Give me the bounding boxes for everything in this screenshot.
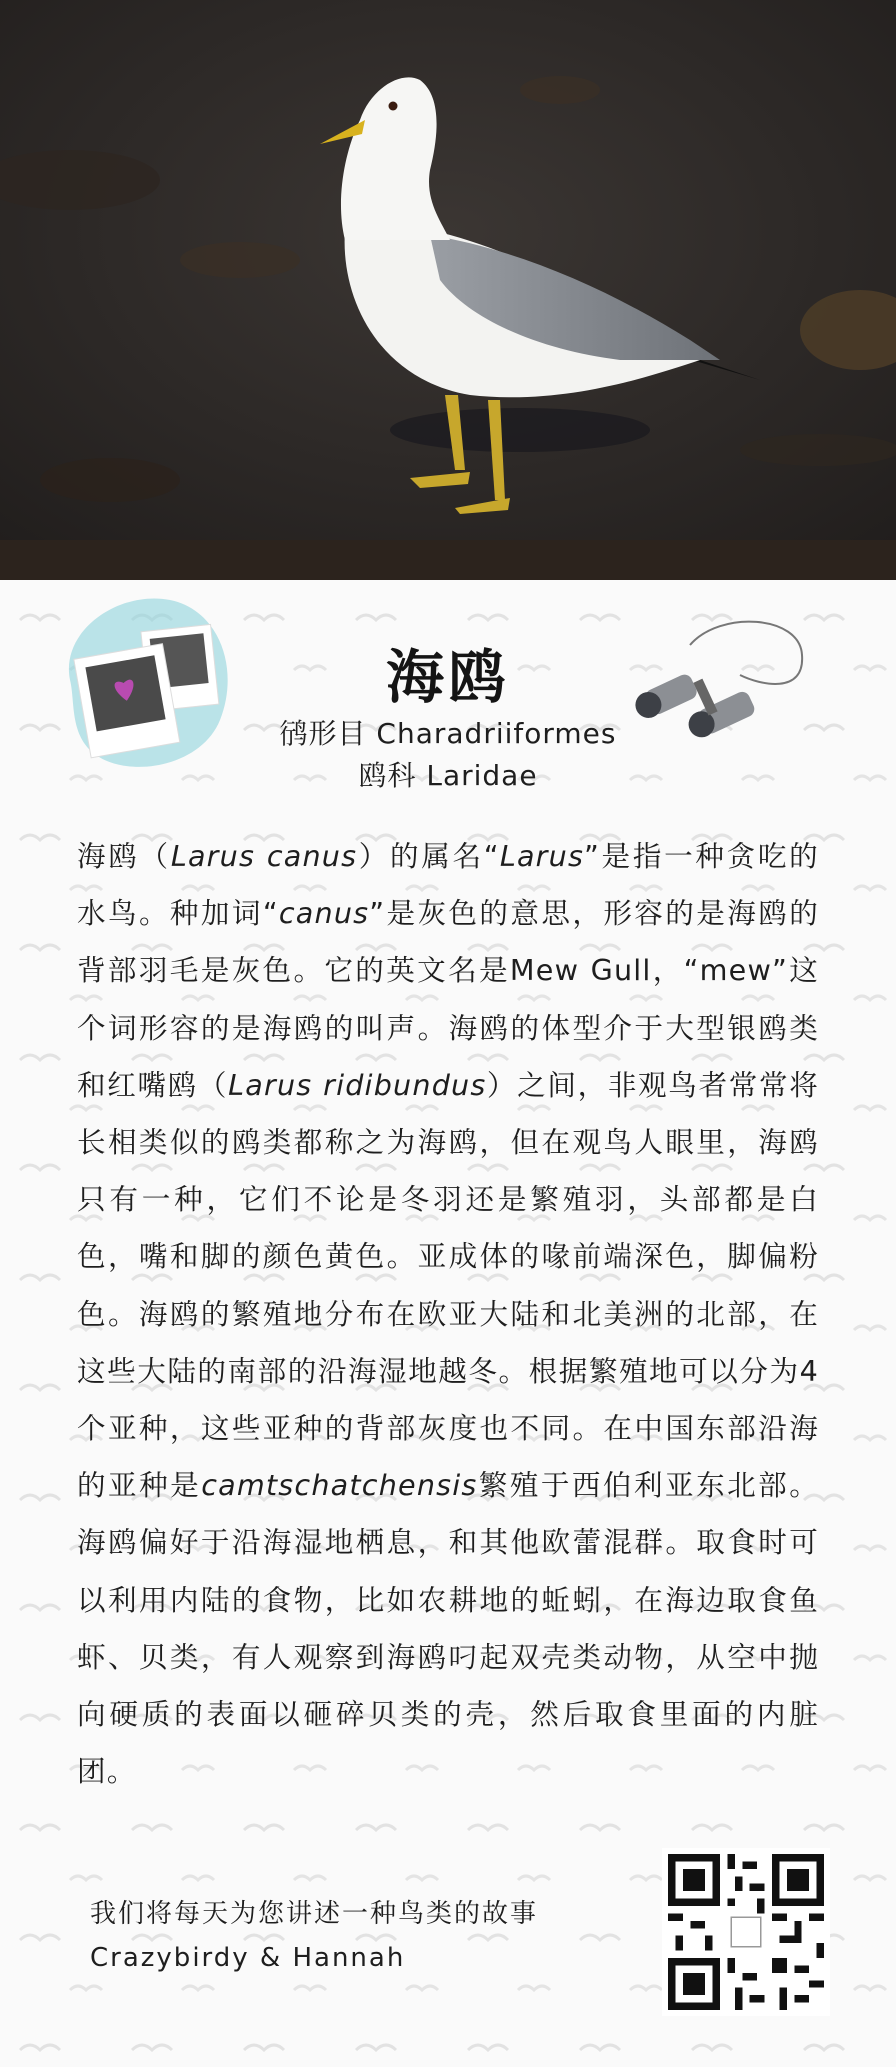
italic-term: Larus canus <box>170 839 358 873</box>
order-name: 鸻形目 Charadriiformes <box>279 717 617 750</box>
italic-term: Larus ridibundus <box>228 1067 487 1102</box>
species-name: 海鸥 <box>385 643 510 711</box>
gull-photo <box>0 0 896 580</box>
text-run: ）的属名“ <box>357 839 500 873</box>
family-name: 鸥科 Laridae <box>358 759 538 792</box>
text-run: ）之间，非观鸟者常常将长相类似的鸥类都称之为海鸥，但在观鸟人眼里，海鸥只有一种，它们不论是冬羽还是繁殖羽，头部都是白色，嘴和脚的颜色黄色。亚成体的喙前端深色，脚偏粉色。海鸥的繁殖地分布在欧亚大陆和北美洲的北部，在这些大陆的南部的沿海湿地越冬。根据繁殖地可以分为4个亚种，这些亚种的背部灰度也不同。在中国东部沿海的亚种是 <box>77 1067 819 1503</box>
qr-code-pattern <box>668 1854 824 2010</box>
text-run: ”是指一种贪吃的水鸟。种加词“ <box>77 839 819 931</box>
italic-term: camtschatchensis <box>201 1468 478 1503</box>
qr-code <box>662 1848 830 2016</box>
text-run: ”是灰色的意思，形容的是海鸥的背部羽毛是灰色。它的英文名是Mew Gull，“mew”这个词形容的是海鸥的叫声。海鸥的体型介于大型银鸥类和红嘴鸥（ <box>77 896 819 1102</box>
italic-term: Larus <box>499 839 585 873</box>
italic-term: canus <box>278 896 370 931</box>
description <box>77 828 819 1800</box>
text-run: 繁殖于西伯利亚东北部。海鸥偏好于沿海湿地栖息，和其他欧蕾混群。取食时可以利用内陆的食物，比如农耕地的蚯蚓，在海边取食鱼虾、贝类，有人观察到海鸥叼起双壳类动物，从空中抛向硬质的表面以砸碎贝类的壳，然后取食里面的内脏团。 <box>77 1468 820 1789</box>
text-run: 海鸥（ <box>77 839 171 873</box>
gull-photo-illustration <box>0 0 896 580</box>
footer-credits: Crazybirdy & Hannah <box>90 1943 406 1973</box>
footer-tagline: 我们将每天为您讲述一种鸟类的故事 <box>90 1899 539 1929</box>
